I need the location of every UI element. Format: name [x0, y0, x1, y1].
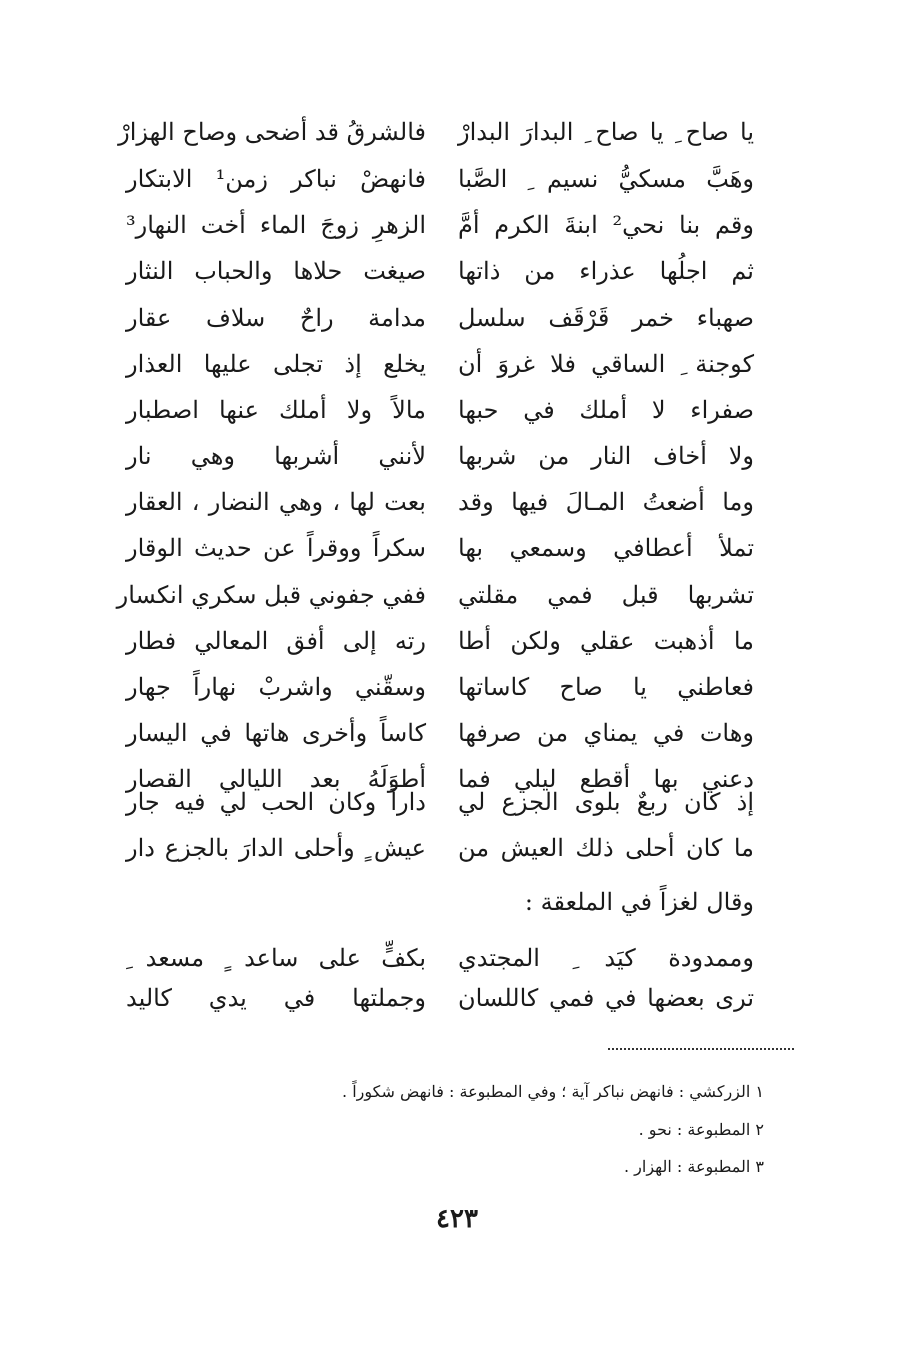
verse-4-sadr: ثم اجلُها عذراء من ذاتها	[458, 257, 754, 285]
verse-3-ajz: الزهرِ زوجَ الماء أخت النهار³	[126, 211, 426, 239]
verse-5-ajz: مدامة راحٌ سلاف عقار	[126, 304, 426, 332]
verse-9-sadr: وما أضعتُ المـالَ فيها وقد	[458, 488, 754, 516]
footnote-1: ١ الزركشي : فانهض نباكر آية ؛ وفي المطبوعة : فانهض شكوراً .	[342, 1082, 764, 1101]
verse-16-ajz: داراً وكان الحب لي فيه جار	[126, 788, 426, 816]
verse-12-sadr: ما أذهبت عقلي ولكن أطا	[458, 627, 754, 655]
verse-8-ajz: لأنني أشربها وهي نار	[126, 442, 426, 470]
verse-6-ajz: يخلع إذ تجلى عليها العذار	[126, 350, 426, 378]
page-number: ٤٢٣	[436, 1204, 478, 1234]
footnote-3: ٣ المطبوعة : الهزار .	[623, 1157, 764, 1176]
verse-1-ajz: فالشرقُ قد أضحى وصاح الهزارْ	[118, 118, 426, 146]
riddle-verse-1-sadr: وممدودة كيَد ِ المجتدي	[458, 944, 754, 972]
verse-14-ajz: كاساً وأخرى هاتها في اليسار	[126, 719, 426, 747]
verse-11-sadr: تشربها قبل فمي مقلتي	[458, 581, 754, 609]
verse-13-sadr: فعاطني يا صاح كاساتها	[458, 673, 754, 701]
riddle-verse-1-ajz: بكفٍّ على ساعد ٍ مسعد ِ	[126, 944, 426, 972]
verse-15-ajz: أطوَلَهُ بعد الليالي القصار	[126, 765, 426, 793]
verse-8-sadr: ولا أخاف النار من شربها	[458, 442, 754, 470]
verse-17-sadr: ما كان أحلى ذلك العيش من	[458, 834, 754, 862]
verse-12-ajz: رته إلى أفق المعالي فطار	[126, 627, 426, 655]
verse-16-sadr: إذ كان ربعٌ بلوى الجزع لي	[458, 788, 754, 816]
verse-10-ajz: سكراً ووقراً عن حديث الوقار	[126, 534, 426, 562]
footnote-divider	[608, 1048, 794, 1050]
verse-7-ajz: مالاً ولا أملك عنها اصطبار	[126, 396, 426, 424]
verse-17-ajz: عيش ٍ وأحلى الدارَ بالجزع دار	[126, 834, 426, 862]
verse-2-ajz: فانهضْ نباكر زمن¹ الابتكار	[126, 165, 426, 193]
verse-2-sadr: وهَبَّ مسكيُّ نسيم ِ الصَّبا	[458, 165, 754, 193]
verse-7-sadr: صفراء لا أملك في حبها	[458, 396, 754, 424]
verse-10-sadr: تملأ أعطافي وسمعي بها	[458, 534, 754, 562]
verse-14-sadr: وهات في يمناي من صرفها	[458, 719, 754, 747]
verse-9-ajz: بعت لها ، وهي النضار ، العقار	[126, 488, 426, 516]
verse-11-ajz: ففي جفوني قبل سكري انكسار	[116, 581, 426, 609]
verse-6-sadr: كوجنة ِ الساقي فلا غروَ أن	[458, 350, 754, 378]
riddle-verse-2-ajz: وجملتها في يدي كاليد	[126, 984, 426, 1012]
verse-13-ajz: وسقّني واشربْ نهاراً جهار	[126, 673, 426, 701]
verse-3-sadr: وقم بنا نحي² ابنةَ الكرم أمَّ	[458, 211, 754, 239]
verse-15-sadr: دعني بها أقطع ليلي فما	[458, 765, 754, 793]
verse-5-sadr: صهباء خمر قَرْقَف سلسل	[458, 304, 754, 332]
riddle-intro: وقال لغزاً في الملعقة :	[524, 888, 754, 916]
verse-1-sadr: يا صاح ِ يا صاح ِ البدارَ البدارْ	[458, 118, 754, 146]
verse-4-ajz: صيغت حلاها والحباب النثار	[126, 257, 426, 285]
riddle-verse-2-sadr: ترى بعضها في فمي كاللسان	[458, 984, 754, 1012]
footnote-2: ٢ المطبوعة : نحو .	[638, 1120, 764, 1139]
